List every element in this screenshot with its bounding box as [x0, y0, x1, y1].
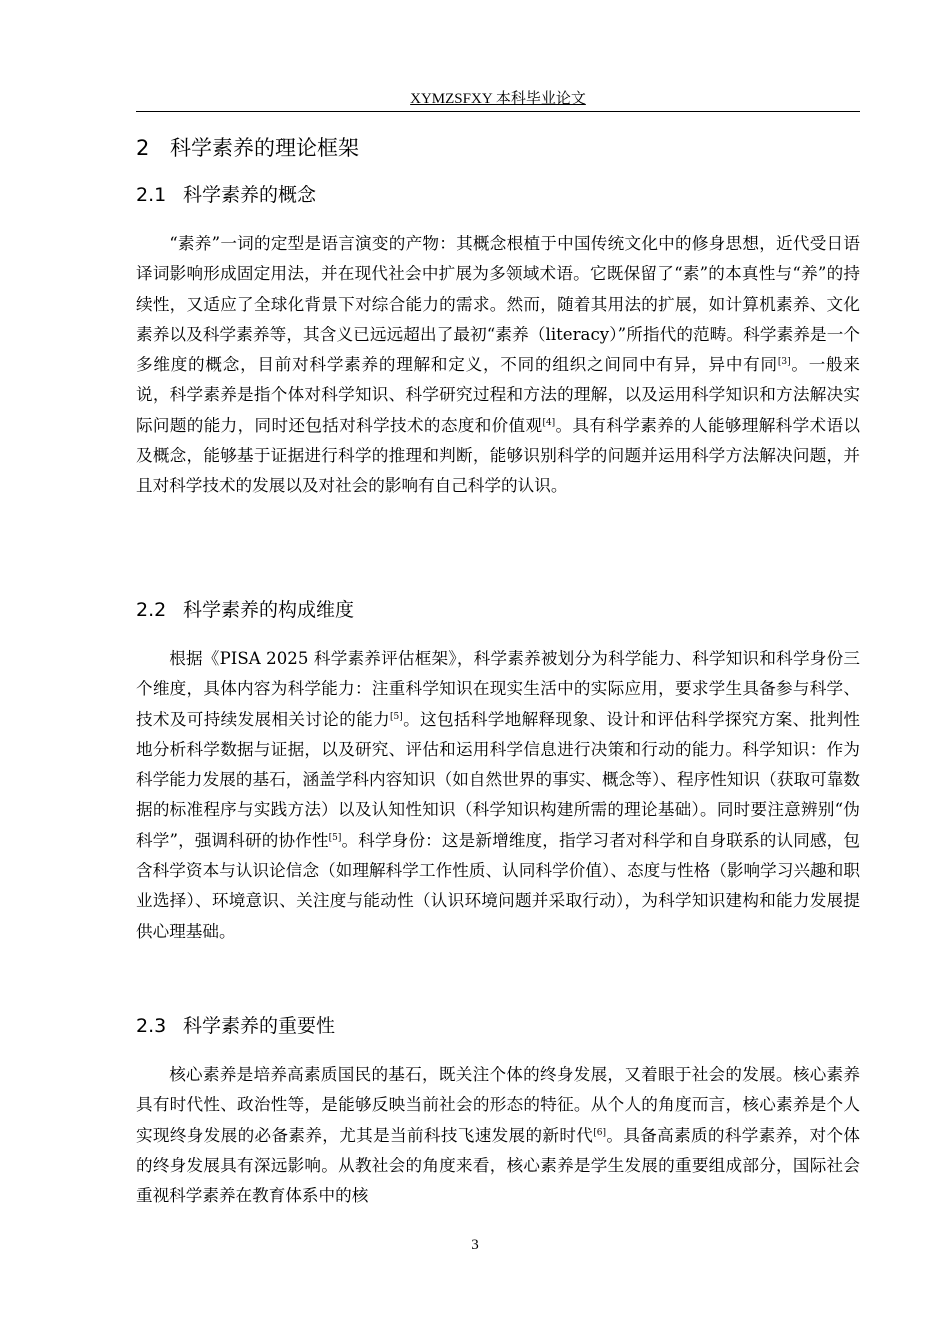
section-title: 科学素养的重要性: [183, 1015, 336, 1037]
section-title: 科学素养的概念: [183, 184, 317, 206]
chapter-number: 2: [136, 136, 150, 160]
chapter-title: 科学素养的理论框架: [170, 136, 359, 160]
header-rule: [136, 111, 860, 112]
section-paragraph: [136, 1060, 860, 1211]
citation: [6]: [593, 1127, 606, 1138]
section-number: 2.2: [136, 599, 167, 621]
citation: [3]: [777, 357, 791, 368]
running-header: [136, 90, 860, 108]
text-run: 根据《PISA 2025 科学素养评估框架》，科学素养被划分为科学能力、科学知识和科学身份三个维度，具体内容为科学能力：注重科学知识在现实生活中的实际应用，要求学生具备参与科学、技术及可持续发展相关讨论的能力: [136, 649, 860, 729]
text-run: 。具备高素质的科学素养，对个体的终身发展具有深远影响。从教社会的角度来看，核心素养是学生发展的重要组成部分，国际社会重视科学素养在教育体系中的核: [136, 1125, 861, 1206]
header-title: XYMZSFXY 本科毕业论文: [410, 91, 586, 107]
section-number: 2.3: [136, 1015, 167, 1037]
section-title: 科学素养的构成维度: [183, 599, 355, 621]
text-run: 。科学身份：这是新增维度，指学习者对科学和自身联系的认同感，包含科学资本与认识论信念（如理解科学工作性质、认同科学价值）、态度与性格（影响学习兴趣和职业选择）、环境意识、关注度与能动性（认识环境问题并采取行动），为科学知识建构和能力发展提供心理基础。: [136, 830, 860, 941]
citation: [4]: [542, 417, 556, 428]
chapter-heading: [136, 133, 359, 163]
text-run: 。这包括科学地解释现象、设计和评估科学探究方案、批判性地分析科学数据与证据，以及研究、评估和运用科学信息进行决策和行动的能力。科学知识：作为科学能力发展的基石，涵盖学科内容知识（如自然世界的事实、概念等）、程序性知识（获取可靠数据的标准程序与实践方法）以及认知性知识（科学知识构建所需的理论基础）。同时要注意辨别“伪科学”，强调科研的协作性: [136, 709, 861, 850]
section-paragraph: [136, 229, 860, 502]
section-heading: [136, 181, 316, 209]
citation: [5]: [328, 832, 342, 843]
page-number: 3: [471, 1237, 479, 1253]
text-run: “素养”一词的定型是语言演变的产物：其概念根植于中国传统文化中的修身思想，近代受日语译词影响形成固定用法，并在现代社会中扩展为多领域术语。它既保留了“素”的本真性与“养”的持续性，又适应了全球化背景下对综合能力的需求。然而，随着其用法的扩展，如计算机素养、文化素养以及科学素养等，其含义已远远超出了最初“素养（literacy）”所指代的范畴。科学素养是一个多维度的概念，目前对科学素养的理解和定义，不同的组织之间同中有异，异中有同: [136, 234, 860, 375]
section-paragraph: [136, 644, 860, 947]
text-run: 。具有科学素养的人能够理解科学术语以及概念，能够基于证据进行科学的推理和判断，能够识别科学的问题并运用科学方法解决问题，并且对科学技术的发展以及对社会的影响有自己科学的认识。: [136, 415, 861, 496]
section-heading: [136, 596, 354, 624]
section-number: 2.1: [136, 184, 167, 206]
citation: [5]: [390, 711, 403, 722]
text-run: 核心素养是培养高素质国民的基石，既关注个体的终身发展，又着眼于社会的发展。核心素养具有时代性、政治性等，是能够反映当前社会的形态的特征。从个人的角度而言，核心素养是个人实现终身发展的必备素养，尤其是当前科技飞速发展的新时代: [136, 1065, 860, 1145]
section-heading: [136, 1012, 335, 1040]
text-run: 。一般来说，科学素养是指个体对科学知识、科学研究过程和方法的理解，以及运用科学知识和方法解决实际问题的能力，同时还包括对科学技术的态度和价值观: [136, 355, 860, 435]
